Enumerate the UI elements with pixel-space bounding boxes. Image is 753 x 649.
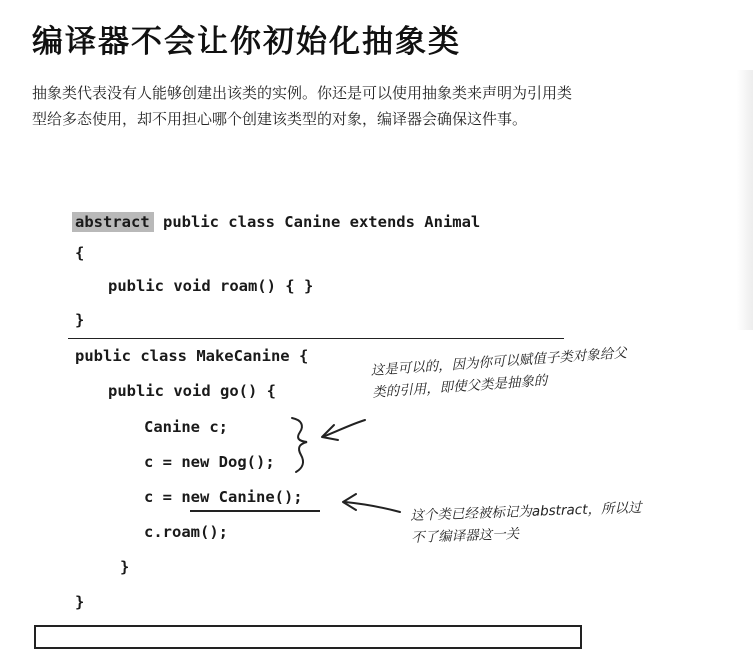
code-line-1-rest: public class Canine extends Animal	[153, 213, 481, 231]
code-line-10: c.roam();	[144, 523, 228, 541]
note-1-line-2: 类的引用，即使父类是抽象的	[371, 372, 548, 401]
code-line-4: }	[75, 311, 85, 329]
code-line-3: public void roam() { }	[108, 277, 314, 295]
note-1-line-1: 这是可以的，因为你可以赋值子类对象给父	[370, 345, 628, 379]
abstract-keyword-highlight: abstract	[72, 212, 154, 232]
code-line-8: c = new Dog();	[144, 453, 275, 471]
arrow-to-new-canine-icon	[345, 502, 400, 512]
code-line-11: }	[120, 558, 130, 576]
code-line-7: Canine c;	[144, 418, 228, 436]
code-line-5: public class MakeCanine {	[75, 347, 309, 365]
bottom-box-edge	[34, 625, 582, 649]
intro-paragraph: 抽象类代表没有人能够创建出该类的实例。你还是可以使用抽象类来声明为引用类型给多态使用，却不用担心哪个创建该类型的对象，编译器会确保这件事。	[32, 84, 573, 128]
note-2-line-2: 不了编译器这一关	[410, 526, 520, 546]
curly-brace-icon	[292, 418, 307, 472]
code-line-2: {	[75, 244, 85, 262]
code-line-6: public void go() {	[108, 382, 276, 400]
code-line-12: }	[75, 593, 85, 611]
page-title: 编译器不会让你初始化抽象类	[32, 24, 461, 60]
code-line-9: c = new Canine();	[144, 488, 303, 506]
note-2-line-1: 这个类已经被标记为abstract，所以过	[410, 499, 642, 524]
